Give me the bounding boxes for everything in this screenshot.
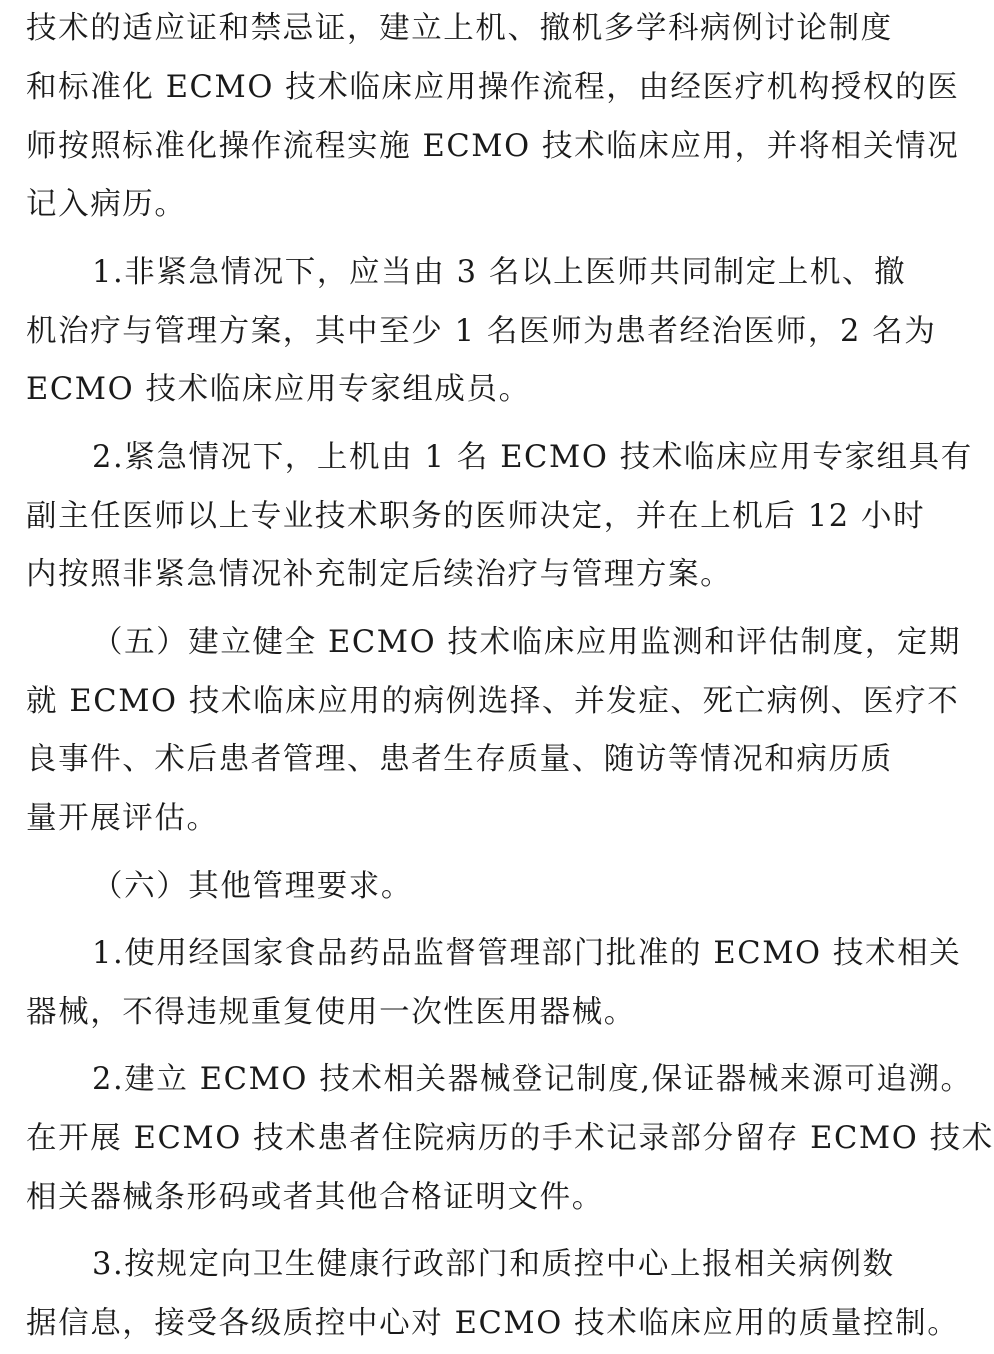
text-line: 量开展评估。 [26,801,219,837]
text-line: 机治疗与管理方案，其中至少 1 名医师为患者经治医师，2 名为 [26,313,937,349]
paragraph-non-emergency [26,244,937,420]
text-line: 和标准化 ECMO 技术临床应用操作流程，由经医疗机构授权的医 [26,69,960,105]
text-line: 器械，不得违规重复使用一次性医用器械。 [26,994,636,1030]
text-line: 2.建立 ECMO 技术相关器械登记制度,保证器械来源可追溯。 [92,1062,973,1098]
text-line: 1.非紧急情况下，应当由 3 名以上医师共同制定上机、撤 [92,254,907,290]
text-line: 良事件、术后患者管理、患者生存质量、随访等情况和病历质 [26,742,893,778]
document-page [26,0,994,1354]
text-line: （五）建立健全 ECMO 技术临床应用监测和评估制度，定期 [92,624,962,660]
paragraph-emergency [26,429,973,605]
text-line: 在开展 ECMO 技术患者住院病历的手术记录部分留存 ECMO 技术 [26,1120,994,1156]
text-line: 副主任医师以上专业技术职务的医师决定，并在上机后 12 小时 [26,498,926,534]
text-line: 记入病历。 [26,187,187,223]
paragraph-reporting [26,1236,960,1354]
text-line: 技术的适应证和禁忌证，建立上机、撤机多学科病例讨论制度 [26,11,893,46]
paragraph-ecmo-procedures [26,0,960,235]
paragraph-section-5-monitoring [26,614,962,849]
text-line: 2.紧急情况下，上机由 1 名 ECMO 技术临床应用专家组具有 [92,439,973,475]
text-line: 据信息，接受各级质控中心对 ECMO 技术临床应用的质量控制。 [26,1305,960,1341]
text-line: 师按照标准化操作流程实施 ECMO 技术临床应用，并将相关情况 [26,128,960,164]
paragraph-approved-devices [26,925,962,1043]
text-line: 1.使用经国家食品药品监督管理部门批准的 ECMO 技术相关 [92,935,962,971]
text-line: 就 ECMO 技术临床应用的病例选择、并发症、死亡病例、医疗不 [26,683,960,719]
text-line: 内按照非紧急情况补充制定后续治疗与管理方案。 [26,557,733,593]
text-line: （六）其他管理要求。 [92,868,413,904]
text-line: 3.按规定向卫生健康行政部门和质控中心上报相关病例数 [92,1247,895,1283]
paragraph-device-registration [26,1051,994,1227]
text-line: ECMO 技术临床应用专家组成员。 [26,372,531,408]
section-6-heading [26,858,820,917]
text-line: 相关器械条形码或者其他合格证明文件。 [26,1179,604,1215]
